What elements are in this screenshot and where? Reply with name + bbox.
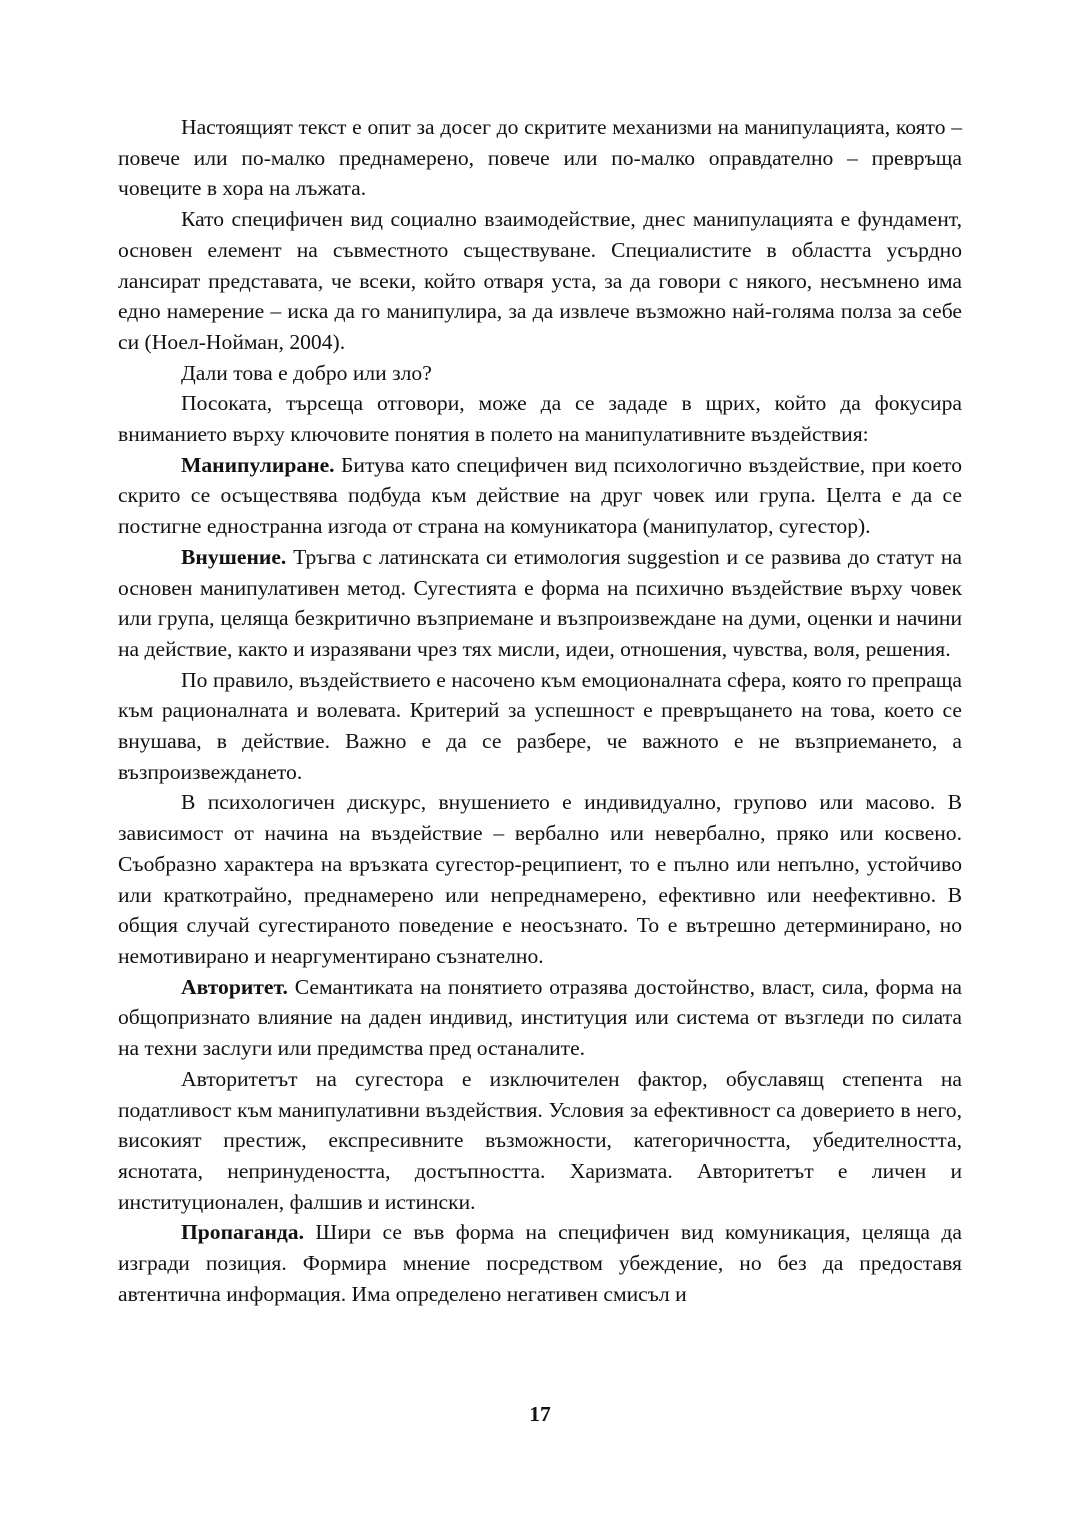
paragraph-text: Настоящият текст е опит за досег до скритите механизми на манипулацията, която – повече или по-малко преднамерено, повече или по-малко оправдателно – превръща човеците в хора на лъжата. [118, 115, 962, 201]
paragraph-text: В психологичен дискурс, внушението е индивидуално, групово или масово. В зависимост от начина на въздействие – вербално или невербално, пряко или косвено. Съобразно характера на връзката сугестор-реципиент, то е пълно или непълно, устойчиво или краткотрайно, преднамерено или непреднамерено, ефективно или неефективно. В общия случай сугестираното поведение е неосъзнато. То е вътрешно детерминирано, но немотивирано и неаргументирано съзнателно. [118, 790, 962, 968]
paragraph-text: Като специфичен вид социално взаимодействие, днес манипулацията е фундамент, основен елемент на съвместното съществуване. Специалистите в областта усърдно лансират представата, че всеки, който отваря уста, за да говори с някого, несъмнено има едно намерение – иска да го манипулира, за да извлече възможно най-голяма полза за себе си (Ноел-Нойман, 2004). [118, 207, 962, 354]
paragraph [118, 112, 962, 204]
term-heading: Внушение. [181, 544, 287, 569]
paragraph-text: Шири се във форма на специфичен вид комуникация, целяща да изгради позиция. Формира мнение посредством убеждение, но без да предоставя автентична информация. Има определено негативен смисъл и [118, 1220, 962, 1306]
term-heading: Пропаганда. [181, 1220, 305, 1245]
paragraph [118, 388, 962, 449]
paragraph-text: Дали това е добро или зло? [181, 360, 432, 385]
definition-paragraph [118, 972, 962, 1064]
definition-paragraph [118, 542, 962, 665]
paragraph [118, 1064, 962, 1218]
paragraph-text: Тръгва с латинската си етимология suggestion и се развива до статут на основен манипулативен метод. Сугестията е форма на психично въздействие върху човек или група, целяща безкритично възприемане и възпроизвеждане на думи, оценки и начини на действие, както и изразявани чрез тях мисли, идеи, отношения, чувства, воля, решения. [118, 544, 963, 661]
term-heading: Авторитет. [181, 974, 288, 999]
paragraph [118, 358, 962, 389]
paragraph-text: Авторитетът на сугестора е изключителен фактор, обуславящ степента на податливост към манипулативни въздействия. Условия за ефективност са доверието в него, високият престиж, експресивните възможности, категоричността, убедителността, яснотата, непринудеността, достъпността. Харизмата. Авторитетът е личен и институционален, фалшив и истински. [118, 1066, 962, 1214]
paragraph-text: Битува като специфичен вид психологично въздействие, при което скрито се осъществява подбуда към действие на друг човек или група. Целта е да се постигне едностранна изгода от страна на комуникатора (манипулатор, сугестор). [118, 452, 963, 539]
page-number: 17 [529, 1402, 551, 1426]
term-heading: Манипулиране. [181, 452, 335, 477]
definition-paragraph [118, 450, 962, 542]
definition-paragraph [118, 1217, 962, 1309]
paragraph [118, 665, 962, 788]
paragraph-text: Посоката, търсеща отговори, може да се зададе в щрих, който да фокусира вниманието върху ключовите понятия в полето на манипулативните въздействия: [118, 391, 962, 447]
page-body [118, 112, 962, 1309]
paragraph [118, 204, 962, 358]
paragraph [118, 787, 962, 971]
paragraph-text: По правило, въздействието е насочено към емоционалната сфера, която го препраща към рационалната и волевата. Критерий за успешност е превръщането на това, което се внушава, в действие. Важно е да се разбере, че важното е не възприемането, а възпроизвеждането. [118, 667, 962, 784]
paragraph-text: Семантиката на понятието отразява достойнство, власт, сила, форма на общопризнато влияние на даден индивид, институция или система от възгледи по силата на техни заслуги или предимства пред останалите. [118, 974, 962, 1061]
